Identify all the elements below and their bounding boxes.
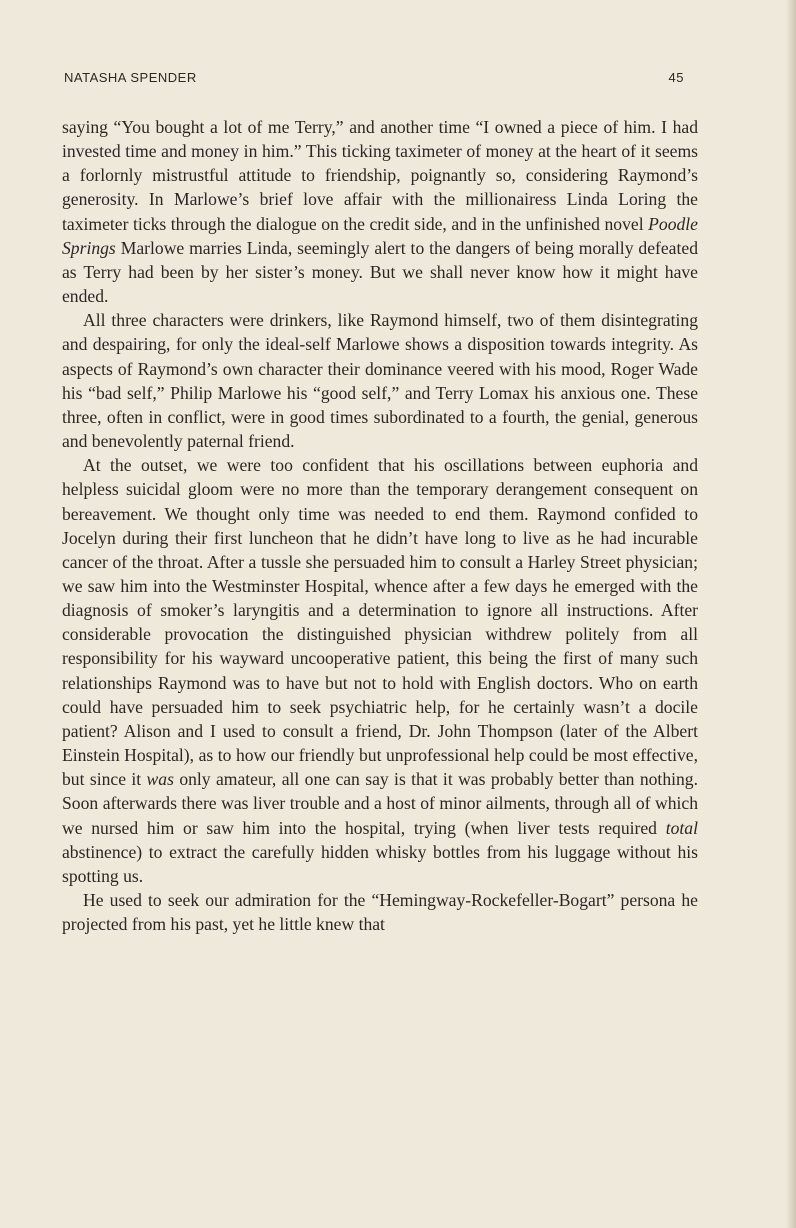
text-run: abstinence) to extract the carefully hidden whisky bottles from his luggage without his spotting us. [62,841,698,886]
paragraph [62,308,698,453]
text-run: All three characters were drinkers, like Raymond himself, two of them disintegrating and despairing, for only the ideal-self Marlowe shows a disposition towards integrity. As aspects of Raymond’s own character their dominance veered with his mood, Roger Wade his “bad self,” Philip Marlowe his “good self,” and Terry Lomax his anxious one. These three, often in conflict, were in good times subordinated to a fourth, the genial, generous and benevolently paternal friend. [62,310,698,452]
italic-text: Poodle Springs [62,213,698,258]
italic-text: total [665,817,698,838]
text-run: He used to seek our admiration for the “Hemingway-Rockefeller-Bogart” persona he projected from his past, yet he little knew that [62,890,698,935]
running-head [64,70,684,90]
text-run: At the outset, we were too confident that his oscillations between euphoria and helpless suicidal gloom were no more than the temporary derangement consequent on bereavement. We thought only time was needed to end them. Raymond confided to Jocelyn during their first luncheon that he didn’t have long to live as he had incurable cancer of the throat. After a tussle she persuaded him to consult a Harley Street physician; we saw him into the Westminster Hospital, whence after a few days he emerged with the diagnosis of smoker’s laryngitis and a determination to ignore all instructions. After considerable provocation the distinguished physician withdrew politely from all responsibility for his wayward uncooperative patient, this being the first of many such relationships Raymond was to have but not to hold with English doctors. Who on earth could have persuaded him to seek psychiatric help, for he certainly wasn’t a docile patient? Alison and I used to consult a friend, Dr. John Thompson (later of the Albert Einstein Hospital), as to how our friendly but unprofessional help could be most effective, but since it [62,455,698,790]
italic-text: was [146,769,174,790]
text-run: saying “You bought a lot of me Terry,” and another time “I owned a piece of him. I had invested time and money in him.” This ticking taximeter of money at the heart of it seems a forlornly mistrustful attitude to friendship, poignantly so, considering Raymond’s generosity. In Marlowe’s brief love affair with the millionairess Linda Loring the taximeter ticks through the dialogue on the credit side, and in the unfinished novel [62,117,698,234]
paragraph [62,115,698,308]
text-run: only amateur, all one can say is that it was probably better than nothing. Soon afterwards there was liver trouble and a host of minor ailments, through all of which we nursed him or saw him into the hospital, trying (when liver tests required [62,769,698,838]
paragraph [62,888,698,936]
body-text [62,115,698,936]
running-head-title: NATASHA SPENDER [64,70,197,85]
page-number: 45 [668,70,684,85]
paragraph [62,453,698,888]
text-run: Marlowe marries Linda, seemingly alert to the dangers of being morally defeated as Terry had been by her sister’s money. But we shall never know how it might have ended. [62,237,698,307]
page-edge-shadow [786,0,796,1228]
